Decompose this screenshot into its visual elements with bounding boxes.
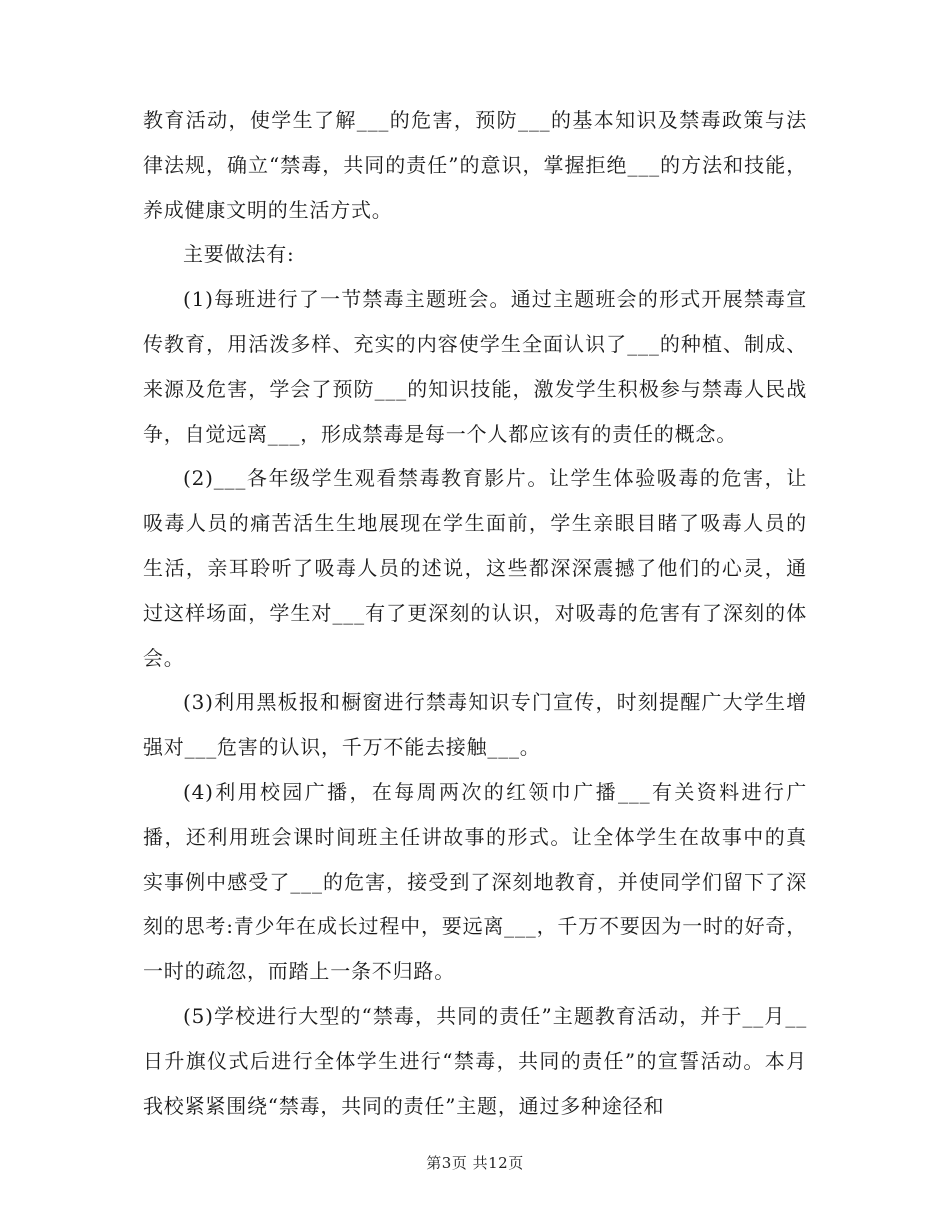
page-number-footer: 第3页 共12页	[426, 1154, 524, 1172]
paragraph-item-5: (5)学校进行大型的“禁毒，共同的责任”主题教育活动，并于__月__日升旗仪式后进行全体学生进行“禁毒，共同的责任”的宣誓活动。本月我校紧紧围绕“禁毒，共同的责任”主题，通过多种途径和	[143, 1003, 807, 1118]
paragraph-item-1: (1)每班进行了一节禁毒主题班会。通过主题班会的形式开展禁毒宣传教育，用活泼多样、充实的内容使学生全面认识了___的种植、制成、来源及危害，学会了预防___的知识技能，激发学生积极参与禁毒人民战争，自觉远离___，形成禁毒是每一个人都应该有的责任的概念。	[143, 287, 807, 446]
paragraph-item-2: (2)___各年级学生观看禁毒教育影片。让学生体验吸毒的危害，让吸毒人员的痛苦活生生地展现在学生面前，学生亲眼目睹了吸毒人员的生活，亲耳聆听了吸毒人员的述说，这些都深深震撼了他们的心灵，通过这样场面，学生对___有了更深刻的认识，对吸毒的危害有了深刻的体会。	[143, 466, 807, 670]
paragraph-intro-continued: 教育活动，使学生了解___的危害，预防___的基本知识及禁毒政策与法律法规，确立“禁毒，共同的责任”的意识，掌握拒绝___的方法和技能，养成健康文明的生活方式。	[143, 108, 807, 222]
document-body	[143, 98, 807, 1128]
paragraph-main-methods-heading: 主要做法有:	[183, 242, 295, 267]
paragraph-item-4: (4)利用校园广播，在每周两次的红领巾广播___有关资料进行广播，还利用班会课时间班主任讲故事的形式。让全体学生在故事中的真实事例中感受了___的危害，接受到了深刻地教育，并使同学们留下了深刻的思考:青少年在成长过程中，要远离___，千万不要因为一时的好奇，一时的疏忽，而踏上一条不归路。	[143, 779, 807, 984]
paragraph-item-3: (3)利用黑板报和橱窗进行禁毒知识专门宣传，时刻提醒广大学生增强对___危害的认识，千万不能去接触___。	[143, 690, 807, 760]
